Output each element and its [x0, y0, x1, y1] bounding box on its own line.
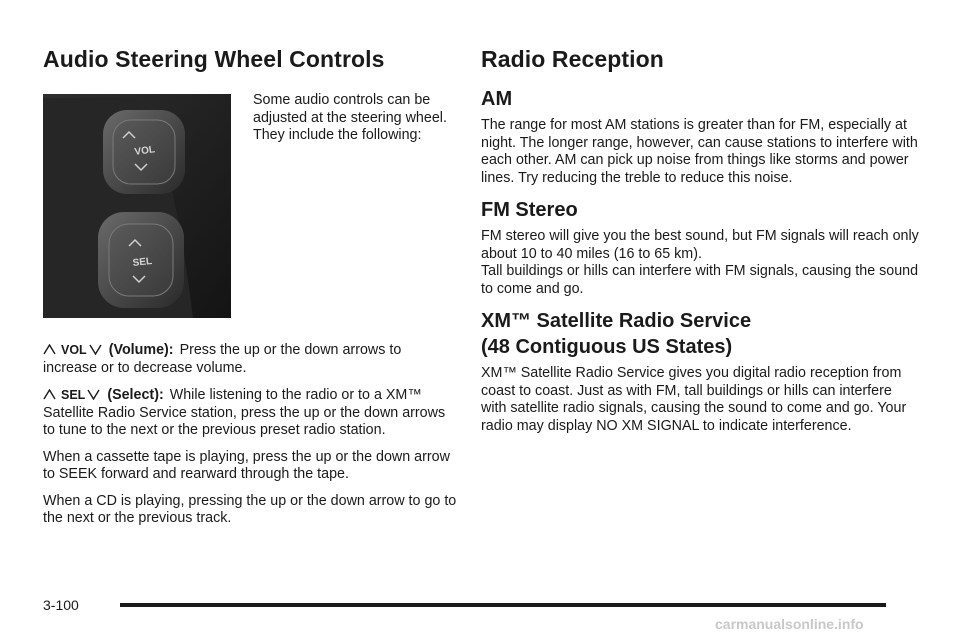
- xm-paragraph: XM™ Satellite Radio Service gives you digital radio reception from coast to coast. Just as with FM, tall buildings or hills can interfere with satellite radio signals, causing the sound to come and go. Your radio may display NO XM SIGNAL to indicate interference.: [481, 365, 907, 434]
- intro-row: [43, 92, 458, 320]
- right-column: [481, 44, 921, 435]
- fm-paragraph-2: Tall buildings or hills can interfere with FM signals, causing the sound to come and go.: [481, 263, 919, 297]
- sel-control-label: (Select):: [107, 387, 164, 403]
- section-title-radio-reception: Radio Reception: [481, 46, 664, 72]
- chevron-up-icon: [43, 389, 56, 400]
- heading-xm-satellite: [481, 308, 921, 360]
- photo-sel-label: SEL: [132, 256, 153, 269]
- heading-fm-stereo: FM Stereo: [481, 199, 578, 221]
- chevron-down-icon: [87, 389, 100, 400]
- fm-paragraph-1: FM stereo will give you the best sound, but FM signals will reach only about 10 to 40 miles (16 to 65 km).: [481, 228, 919, 262]
- cd-paragraph: When a CD is playing, pressing the up or the down arrow to go to the next or the previous track.: [43, 492, 457, 526]
- section-title-audio-controls: Audio Steering Wheel Controls: [43, 46, 385, 72]
- intro-text: Some audio controls can be adjusted at the steering wheel. They include the following:: [253, 92, 447, 143]
- sel-control-text: While listening to the radio or to a XM™ Satellite Radio Service station, press the up or the down arrows to tune to the next or the previous preset radio station.: [43, 387, 446, 438]
- vol-control-description: [43, 342, 458, 377]
- photo-vol-label: VOL: [133, 144, 156, 158]
- page-number: 3-100: [43, 597, 79, 613]
- heading-xm-line-2: (48 Contiguous US States): [481, 336, 733, 358]
- sel-control-description: [43, 387, 458, 440]
- vol-key-label: VOL: [61, 343, 87, 357]
- heading-am: AM: [481, 88, 513, 110]
- steering-wheel-illustration: [43, 94, 231, 318]
- steering-wheel-photo: [43, 94, 231, 318]
- vol-control-text: Press the up or the down arrows to increase or to decrease volume.: [43, 342, 402, 376]
- am-paragraph: The range for most AM stations is greater than for FM, especially at night. The longer range, however, can cause stations to interfere with each other. AM can pick up noise from things like storms and power lines. Try reducing the treble to reduce this noise.: [481, 117, 918, 186]
- cassette-paragraph: When a cassette tape is playing, press the up or the down arrow to SEEK forward and rearward through the tape.: [43, 448, 450, 482]
- watermark-text: carmanualsonline.info: [715, 616, 864, 632]
- footer-rule: [120, 603, 886, 607]
- vol-control-label: (Volume):: [108, 342, 174, 358]
- chevron-up-icon: [43, 344, 56, 355]
- left-column: [43, 44, 458, 528]
- sel-key-label: SEL: [61, 388, 86, 402]
- heading-xm-line-1: XM™ Satellite Radio Service: [481, 310, 752, 332]
- chevron-down-icon: [89, 344, 102, 355]
